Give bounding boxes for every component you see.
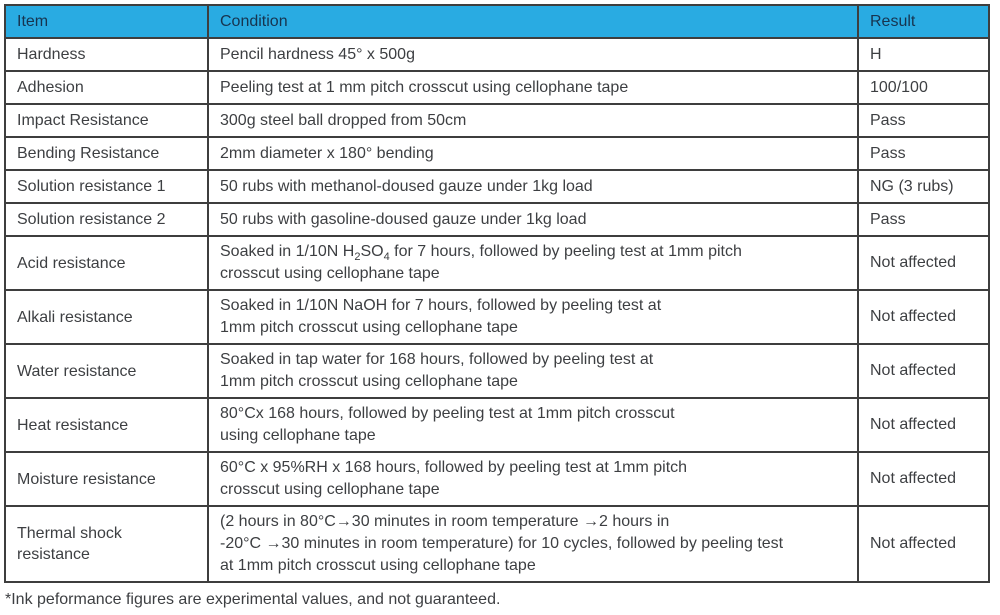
item-cell: Impact Resistance [5,104,208,137]
condition-line: 1mm pitch crosscut using cellophane tape [220,319,518,336]
result-cell: NG (3 rubs) [858,170,989,203]
item-cell: Adhesion [5,71,208,104]
table-row [5,38,989,71]
result-cell: Pass [858,104,989,137]
result-cell: Not affected [858,290,989,344]
condition-line: Peeling test at 1 mm pitch crosscut using cellophane tape [220,78,629,96]
result-cell: Not affected [858,236,989,290]
condition-line: -20°C →30 minutes in room temperature) for 10 cycles, followed by peeling test [220,535,784,552]
item-cell: Thermal shock resistance [5,506,208,582]
condition-line: 60°C x 95%RH x 168 hours, followed by peeling test at 1mm pitch [220,459,688,476]
result-cell: Not affected [858,398,989,452]
condition-line: (2 hours in 80°C→30 minutes in room temperature →2 hours in [220,513,670,530]
condition-cell [208,137,858,170]
result-cell: Not affected [858,344,989,398]
condition-cell [208,38,858,71]
condition-line: Soaked in 1/10N $H_2SO_4$ for 7 hours, followed by peeling test at 1mm pitch [220,243,742,264]
condition-line: 50 rubs with gasoline-doused gauze under 1kg load [220,210,587,228]
item-cell: Solution resistance 2 [5,203,208,236]
condition-line: 2mm diameter x 180° bending [220,144,434,162]
condition-line: crosscut using cellophane tape [220,265,440,282]
table-row [5,71,989,104]
result-cell: Pass [858,203,989,236]
result-cell: Pass [858,137,989,170]
condition-cell [208,71,858,104]
condition-line: 50 rubs with methanol-doused gauze under 1kg load [220,177,593,195]
column-header-result: Result [858,5,989,38]
condition-line: Pencil hardness 45° x 500g [220,45,415,63]
table-row [5,398,989,452]
table-row [5,344,989,398]
table-row [5,170,989,203]
item-cell: Hardness [5,38,208,71]
condition-line: 80°Cx 168 hours, followed by peeling test at 1mm pitch crosscut [220,405,675,422]
condition-cell [208,398,858,452]
result-cell: Not affected [858,452,989,506]
table-row [5,104,989,137]
column-header-item: Item [5,5,208,38]
item-cell: Acid resistance [5,236,208,290]
table-row [5,452,989,506]
condition-cell [208,203,858,236]
condition-line: at 1mm pitch crosscut using cellophane tape [220,557,536,574]
item-cell: Bending Resistance [5,137,208,170]
condition-cell [208,344,858,398]
condition-line: 300g steel ball dropped from 50cm [220,111,467,129]
item-cell: Solution resistance 1 [5,170,208,203]
condition-cell [208,452,858,506]
condition-line: Soaked in tap water for 168 hours, followed by peeling test at [220,351,654,368]
item-cell: Water resistance [5,344,208,398]
result-cell: H [858,38,989,71]
condition-line: Soaked in 1/10N NaOH for 7 hours, followed by peeling test at [220,297,662,314]
table-row [5,506,989,582]
item-cell: Heat resistance [5,398,208,452]
condition-line: crosscut using cellophane tape [220,481,440,498]
table-row [5,236,989,290]
column-header-condition: Condition [208,5,858,38]
ink-performance-table [4,4,990,583]
result-cell: Not affected [858,506,989,582]
footnote: *Ink peformance figures are experimental values, and not guaranteed. [5,591,501,608]
condition-cell [208,104,858,137]
condition-cell [208,170,858,203]
condition-cell [208,506,858,582]
result-cell: 100/100 [858,71,989,104]
condition-cell [208,290,858,344]
item-cell: Moisture resistance [5,452,208,506]
condition-line: 1mm pitch crosscut using cellophane tape [220,373,518,390]
table-row [5,137,989,170]
item-cell: Alkali resistance [5,290,208,344]
condition-cell [208,236,858,290]
table-row [5,203,989,236]
condition-line: using cellophane tape [220,427,376,444]
table-header-row [5,5,989,38]
table-row [5,290,989,344]
